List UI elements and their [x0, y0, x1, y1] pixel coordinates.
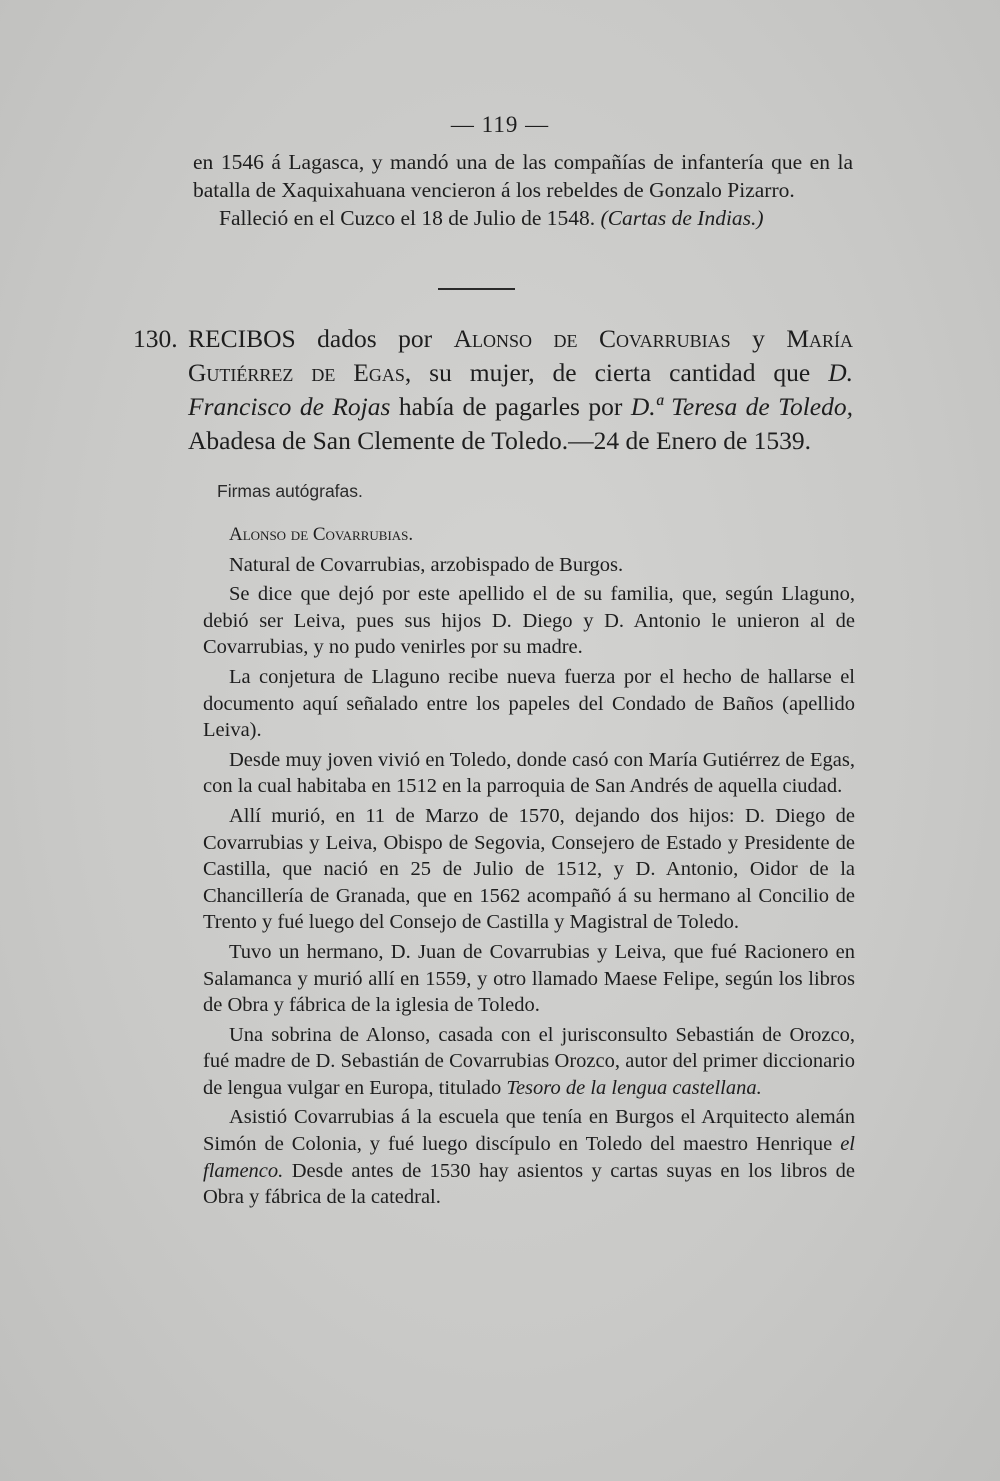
- entry-name-1: Alonso de Covarrubias: [453, 324, 731, 353]
- notes-paragraph-5: Allí murió, en 11 de Marzo de 1570, dejando dos hijos: D. Diego de Covarrubias y Leiva, Obispo de Segovia, Consejero de Estado y Presidente de Castilla, que nació en 25 de Julio de 1512, y D. Antonio, Oidor de la Chancillería de Granada, que en 1562 acompañó á su hermano al Concilio de Trento y fué luego del Consejo de Castilla y Magistral de Toledo.: [203, 804, 855, 934]
- source-citation: (Cartas de Indias.): [600, 206, 764, 230]
- page-number: — 119 —: [450, 112, 550, 137]
- entry-text-1: dados por: [295, 324, 454, 353]
- entry-text-4: había de pagarles por: [390, 392, 631, 421]
- notes-paragraph-2: Se dice que dejó por este apellido el de su familia, que, según Llaguno, debió ser Leiva, pues sus hijos D. Diego y D. Antonio le unieron al de Covarrubias, y no pudo venirles por su madre.: [203, 583, 855, 659]
- notes-paragraph-8: [203, 1104, 855, 1210]
- continued-paragraph: en 1546 á Lagasca, y mandó una de las compañías de infantería que en la batalla de Xaquixahuana vencieron á los rebeldes de Gonzalo Pizarro.: [193, 150, 853, 202]
- continued-paragraph-block: [193, 148, 853, 232]
- section-divider: [438, 288, 515, 290]
- entry-number: 130.: [133, 324, 178, 353]
- notes-heading: Alonso de Covarrubias.: [229, 524, 414, 545]
- notes-paragraph-8-text-1: Asistió Covarrubias á la escuela que tenía en Burgos el Arquitecto alemán Simón de Colonia, y fué luego discípulo en Toledo del maestro Henrique: [203, 1106, 855, 1156]
- death-paragraph: [193, 204, 853, 232]
- entry-name-2: María Gutiérrez de Egas: [188, 324, 854, 387]
- notes-paragraph-7-text: Una sobrina de Alonso, casada con el jurisconsulto Sebastián de Orozco, fué madre de D. Sebastián de Covarrubias Orozco, autor del primer diccionario de lengua vulgar en Europa, titulado: [203, 1023, 855, 1099]
- book-title: Tesoro de la lengua castellana.: [506, 1076, 762, 1099]
- notes-heading-line: [203, 521, 855, 549]
- biographical-notes: [203, 521, 855, 1214]
- master-epithet: el flamenco.: [203, 1133, 855, 1182]
- entry-text-5: Abadesa de San Clemente de Toledo.—24 de Enero de 1539.: [188, 426, 812, 455]
- entry-person-1: D. Francisco de Rojas: [188, 358, 853, 421]
- entry-title-word: RECIBOS: [188, 324, 296, 353]
- catalog-entry: [133, 322, 853, 458]
- entry-text-3: , su mujer, de cierta cantidad que: [404, 358, 829, 387]
- signatures-note: Firmas autógrafas.: [217, 481, 363, 501]
- entry-text-2: y: [730, 324, 787, 353]
- notes-paragraph-1: Natural de Covarrubias, arzobispado de Burgos.: [229, 553, 624, 576]
- notes-paragraph-4: Desde muy joven vivió en Toledo, donde casó con María Gutiérrez de Egas, con la cual habitaba en 1512 en la parroquia de San Andrés de aquella ciudad.: [203, 748, 855, 798]
- notes-paragraph-6: Tuvo un hermano, D. Juan de Covarrubias y Leiva, que fué Racionero en Salamanca y murió allí en 1559, y otro llamado Maese Felipe, según los libros de Obra y fábrica de la iglesia de Toledo.: [203, 940, 855, 1017]
- notes-paragraph-3: La conjetura de Llaguno recibe nueva fuerza por el hecho de hallarse el documento aquí señalado entre los papeles del Condado de Baños (apellido Leiva).: [203, 665, 855, 742]
- notes-paragraph-7: [203, 1022, 855, 1102]
- death-text: Falleció en el Cuzco el 18 de Julio de 1548.: [219, 206, 601, 230]
- entry-person-2: D.ª Teresa de Toledo,: [630, 392, 853, 421]
- notes-paragraph-8-text-2: Desde antes de 1530 hay asientos y cartas suyas en los libros de Obra y fábrica de la catedral.: [203, 1159, 855, 1209]
